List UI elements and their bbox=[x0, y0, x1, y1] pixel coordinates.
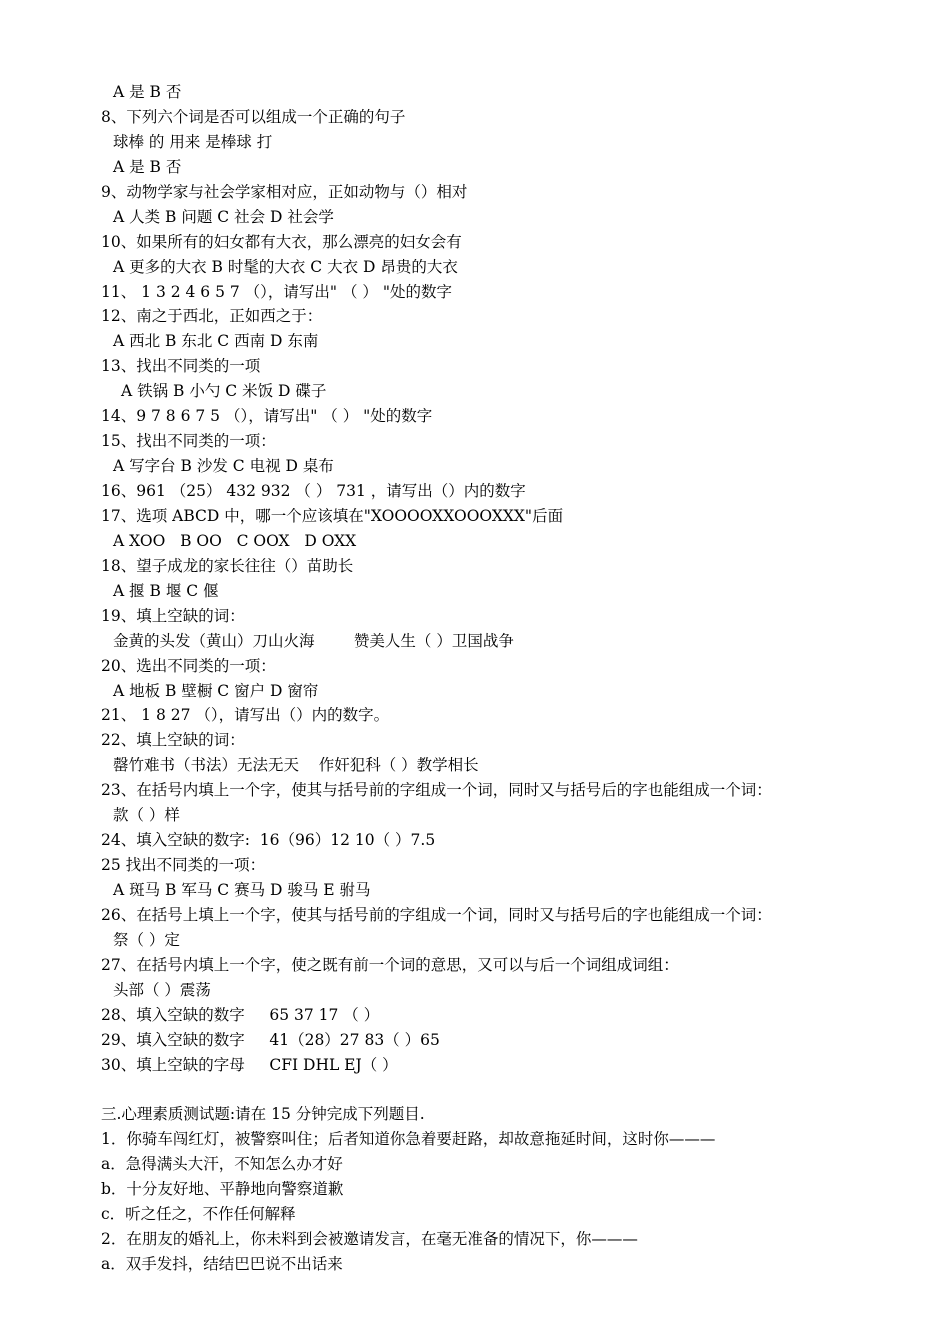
question-line: 28、填入空缺的数字 65 37 17 （ ） bbox=[101, 1005, 380, 1024]
question-line: 29、填入空缺的数字 41（28）27 83（ ）65 bbox=[101, 1030, 440, 1049]
option-line: A 人类 B 问题 C 社会 D 社会学 bbox=[113, 207, 334, 226]
question-line: 三.心理素质测试题:请在 15 分钟完成下列题目. bbox=[101, 1105, 425, 1124]
option-line: A XOO B OO C OOX D OXX bbox=[113, 531, 357, 550]
question-line: a．急得满头大汗，不知怎么办才好 bbox=[101, 1155, 343, 1174]
option-line: A 铁锅 B 小勺 C 米饭 D 碟子 bbox=[121, 382, 327, 401]
question-line: 23、在括号内填上一个字，使其与括号前的字组成一个词，同时又与括号后的字也能组成一个词： bbox=[101, 781, 772, 800]
question-line: 2．在朋友的婚礼上，你未料到会被邀请发言，在毫无准备的情况下，你——— bbox=[101, 1230, 638, 1249]
question-line: 26、在括号上填上一个字，使其与括号前的字组成一个词，同时又与括号后的字也能组成一个词： bbox=[101, 905, 772, 924]
question-line: 25 找出不同类的一项： bbox=[101, 856, 266, 875]
document-page bbox=[0, 80, 950, 1277]
question-line: 15、找出不同类的一项： bbox=[101, 432, 276, 451]
question-line: 22、填上空缺的词： bbox=[101, 731, 245, 750]
question-line: 18、望子成龙的家长往往（）苗助长 bbox=[101, 556, 354, 575]
blank-line bbox=[0, 1078, 950, 1103]
option-line: 球棒 的 用来 是棒球 打 bbox=[113, 132, 273, 151]
option-line: A 更多的大衣 B 时髦的大衣 C 大衣 D 昂贵的大衣 bbox=[113, 257, 458, 276]
question-line: 20、选出不同类的一项： bbox=[101, 656, 276, 675]
question-line: 27、在括号内填上一个字，使之既有前一个词的意思，又可以与后一个词组成词组： bbox=[101, 955, 679, 974]
question-line: 10、如果所有的妇女都有大衣，那么漂亮的妇女会有 bbox=[101, 232, 462, 251]
question-line: 8、下列六个词是否可以组成一个正确的句子 bbox=[101, 107, 406, 126]
option-line: A 斑马 B 军马 C 赛马 D 骏马 E 驸马 bbox=[113, 881, 371, 899]
question-line: 19、填上空缺的词： bbox=[101, 606, 245, 625]
question-line: 24、填入空缺的数字: 16（96）12 10（ ）7.5 bbox=[101, 831, 436, 850]
option-line: 头部（ ）震荡 bbox=[113, 980, 211, 999]
option-line: 罄竹难书（书法）无法无天 作奸犯科（ ）教学相长 bbox=[113, 756, 479, 775]
option-line: 款（ ）样 bbox=[113, 806, 180, 825]
option-line: 祭（ ）定 bbox=[113, 930, 180, 949]
option-line: A 是 B 否 bbox=[113, 157, 182, 176]
question-line: 11、 1 3 2 4 6 5 7 （），请写出" （ ） "处的数字 bbox=[101, 282, 452, 301]
option-line: A 是 B 否 bbox=[113, 83, 182, 101]
question-line: 9、动物学家与社会学家相对应，正如动物与（）相对 bbox=[101, 182, 468, 201]
question-line: 13、找出不同类的一项 bbox=[101, 357, 261, 376]
option-line: A 写字台 B 沙发 C 电视 D 桌布 bbox=[113, 457, 334, 476]
question-line: 30、填上空缺的字母 CFI DHL EJ（ ） bbox=[101, 1055, 398, 1074]
option-line: A 地板 B 壁橱 C 窗户 D 窗帘 bbox=[113, 681, 319, 700]
question-line: 17、选项 ABCD 中，哪一个应该填在"XOOOOXXOOOXXX"后面 bbox=[101, 506, 564, 525]
option-line: A 西北 B 东北 C 西南 D 东南 bbox=[113, 332, 319, 351]
question-line: b．十分友好地、平静地向警察道歉 bbox=[101, 1180, 344, 1199]
question-line: 1．你骑车闯红灯，被警察叫住；后者知道你急着要赶路，却故意拖延时间，这时你——— bbox=[101, 1130, 716, 1149]
option-line: A 揠 B 堰 C 偃 bbox=[113, 581, 219, 600]
question-line: a．双手发抖，结结巴巴说不出话来 bbox=[101, 1255, 343, 1274]
question-line: 14、9 7 8 6 7 5 （），请写出" （ ） "处的数字 bbox=[101, 407, 433, 426]
question-line: c．听之任之，不作任何解释 bbox=[101, 1205, 296, 1224]
question-line: 12、南之于西北，正如西之于： bbox=[101, 307, 323, 326]
option-line: 金黄的头发（黄山）刀山火海 赞美人生（ ）卫国战争 bbox=[113, 631, 514, 650]
question-line: 21、 1 8 27 （），请写出（）内的数字。 bbox=[101, 706, 390, 725]
question-line: 16、961 （25） 432 932 （ ） 731 ，请写出（）内的数字 bbox=[101, 482, 526, 500]
